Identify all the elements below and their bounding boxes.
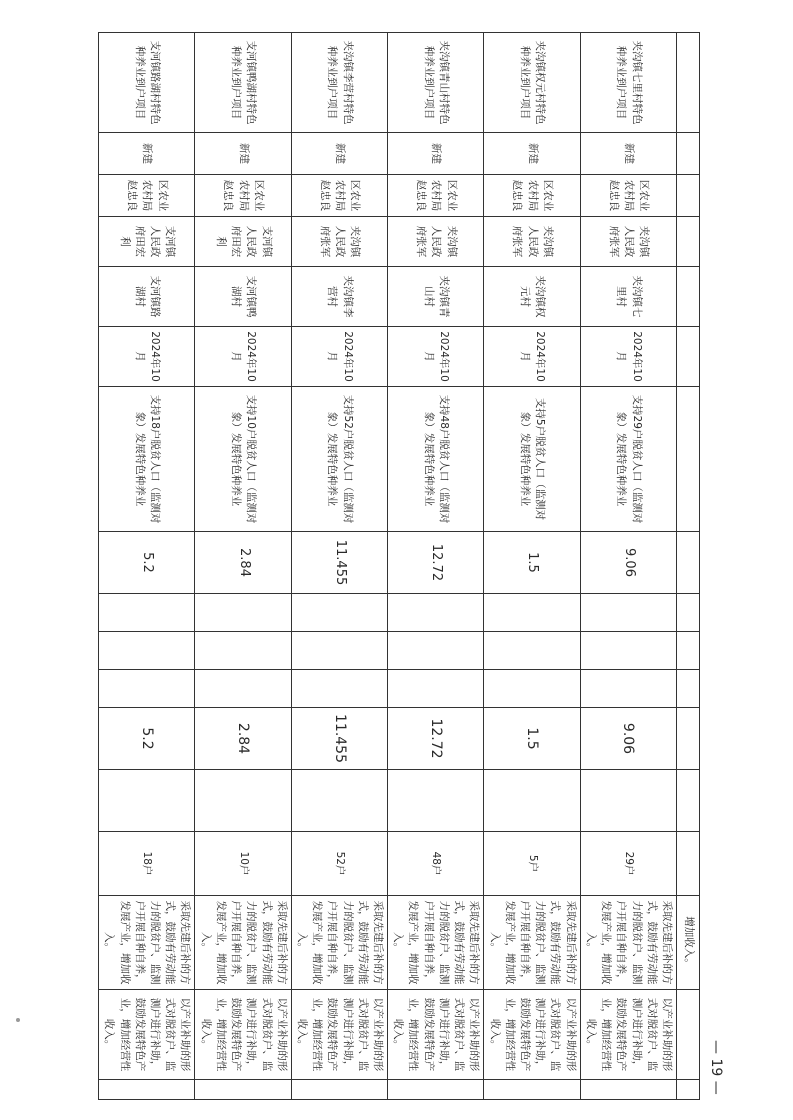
table-cell (677, 327, 700, 387)
performance-goal-cell: 以产业补助的形式对脱贫户、监测户进行补助，鼓励发展特色产业，增加经营性收入。 (99, 990, 195, 1080)
benefit-mechanism-cell: 采取先建后补的方式，鼓励有劳动能力的脱贫户、监测户开展自种自养，发展产业，增加收入。 (580, 896, 676, 990)
empty-cell (484, 594, 580, 632)
responsible-dept-cell: 区农业农村局赵忠良 (99, 175, 195, 217)
beneficiary-count-cell: 18户 (99, 832, 195, 896)
table-cell (677, 217, 700, 267)
total-investment-cell: 5.2 (99, 532, 195, 594)
table-cell (677, 175, 700, 217)
empty-cell (580, 670, 676, 708)
project-name-cell: 夹沟镇七里村特色种养业到户项目 (580, 33, 676, 133)
table-top-row (677, 33, 700, 1100)
empty-cell (99, 770, 195, 832)
construction-content-cell: 支持29户脱贫人口（监测对象）发展特色种养业 (580, 387, 676, 532)
table-cell (677, 1080, 700, 1100)
benefit-mechanism-cell: 采取先建后补的方式，鼓励有劳动能力的脱贫户、监测户开展自种自养，发展产业，增加收入。 (388, 896, 484, 990)
fund-amount-cell: 2.84 (195, 708, 291, 770)
project-name-cell: 支河镇鸭湖村特色种养业到户项目 (195, 33, 291, 133)
completion-time-cell: 2024年10月 (195, 327, 291, 387)
empty-cell (388, 670, 484, 708)
benefit-mechanism-cell: 采取先建后补的方式，鼓励有劳动能力的脱贫户、监测户开展自种自养，发展产业，增加收入。 (291, 896, 387, 990)
project-name-cell: 支河镇路湖村特色种养业到户项目 (99, 33, 195, 133)
empty-cell (195, 594, 291, 632)
table-row (580, 33, 676, 1100)
table-row (484, 33, 580, 1100)
table-row (195, 33, 291, 1100)
empty-cell (291, 670, 387, 708)
implementing-unit-cell: 夹沟镇人民政府张军 (291, 217, 387, 267)
empty-cell (388, 1080, 484, 1100)
location-cell: 支河镇路湖村 (99, 267, 195, 327)
empty-cell (484, 670, 580, 708)
empty-cell (388, 770, 484, 832)
implementing-unit-cell: 夹沟镇人民政府张军 (580, 217, 676, 267)
empty-cell (99, 594, 195, 632)
implementing-unit-cell: 夹沟镇人民政府张军 (388, 217, 484, 267)
table-cell (677, 33, 700, 133)
empty-cell (195, 632, 291, 670)
rotated-table-wrapper (103, 32, 700, 1088)
table-cell (677, 770, 700, 832)
empty-cell (484, 632, 580, 670)
table-row (99, 33, 195, 1100)
page-number-text: — 19 — (708, 1040, 724, 1095)
implementing-unit-cell: 支河镇人民政府田宏利 (99, 217, 195, 267)
table-cell (677, 670, 700, 708)
performance-goal-cell: 以产业补助的形式对脱贫户、监测户进行补助，鼓励发展特色产业，增加经营性收入。 (291, 990, 387, 1080)
empty-cell (388, 632, 484, 670)
location-cell: 支河镇鸭湖村 (195, 267, 291, 327)
empty-cell (195, 770, 291, 832)
benefit-mechanism-cell: 采取先建后补的方式，鼓励有劳动能力的脱贫户、监测户开展自种自养，发展产业，增加收入。 (195, 896, 291, 990)
empty-cell (580, 594, 676, 632)
construction-type-cell: 新建 (291, 133, 387, 175)
empty-cell (195, 1080, 291, 1100)
total-investment-cell: 12.72 (388, 532, 484, 594)
completion-time-cell: 2024年10月 (580, 327, 676, 387)
responsible-dept-cell: 区农业农村局赵忠良 (580, 175, 676, 217)
location-cell: 夹沟镇权元村 (484, 267, 580, 327)
project-name-cell: 夹沟镇权元村特色种养业到户项目 (484, 33, 580, 133)
empty-cell (291, 632, 387, 670)
completion-time-cell: 2024年10月 (484, 327, 580, 387)
total-investment-cell: 1.5 (484, 532, 580, 594)
table-row (291, 33, 387, 1100)
location-cell: 夹沟镇七里村 (580, 267, 676, 327)
project-name-cell: 夹沟镇李营村特色种养业到户项目 (291, 33, 387, 133)
completion-time-cell: 2024年10月 (388, 327, 484, 387)
table-row (388, 33, 484, 1100)
beneficiary-count-cell: 29户 (580, 832, 676, 896)
empty-cell (99, 1080, 195, 1100)
table-cell (677, 267, 700, 327)
empty-cell (580, 770, 676, 832)
empty-cell (291, 594, 387, 632)
empty-cell (580, 632, 676, 670)
construction-type-cell: 新建 (484, 133, 580, 175)
performance-goal-cell: 以产业补助的形式对脱贫户、监测户进行补助，鼓励发展特色产业，增加经营性收入。 (484, 990, 580, 1080)
responsible-dept-cell: 区农业农村局赵忠良 (291, 175, 387, 217)
performance-goal-cell: 以产业补助的形式对脱贫户、监测户进行补助，鼓励发展特色产业，增加经营性收入。 (388, 990, 484, 1080)
construction-type-cell: 新建 (195, 133, 291, 175)
completion-time-cell: 2024年10月 (99, 327, 195, 387)
construction-type-cell: 新建 (580, 133, 676, 175)
table-cell (677, 387, 700, 532)
table-cell (677, 133, 700, 175)
table-cell (677, 708, 700, 770)
construction-content-cell: 支持52户脱贫人口（监测对象）发展特色种养业 (291, 387, 387, 532)
empty-cell (388, 594, 484, 632)
responsible-dept-cell: 区农业农村局赵忠良 (388, 175, 484, 217)
construction-content-cell: 支持10户脱贫人口（监测对象）发展特色种养业 (195, 387, 291, 532)
beneficiary-count-cell: 5户 (484, 832, 580, 896)
empty-cell (484, 1080, 580, 1100)
fund-amount-cell: 11.455 (291, 708, 387, 770)
table-cell (677, 594, 700, 632)
performance-goal-cell: 以产业补助的形式对脱贫户、监测户进行补助，鼓励发展特色产业，增加经营性收入。 (195, 990, 291, 1080)
responsible-dept-cell: 区农业农村局赵忠良 (195, 175, 291, 217)
beneficiary-count-cell: 52户 (291, 832, 387, 896)
scan-speck (16, 1018, 20, 1022)
overflow-text-cell: 增加收入。 (677, 896, 700, 990)
total-investment-cell: 11.455 (291, 532, 387, 594)
responsible-dept-cell: 区农业农村局赵忠良 (484, 175, 580, 217)
table-cell (677, 632, 700, 670)
beneficiary-count-cell: 10户 (195, 832, 291, 896)
table-cell (677, 532, 700, 594)
empty-cell (99, 670, 195, 708)
construction-content-cell: 支持48户脱贫人口（监测对象）发展特色种养业 (388, 387, 484, 532)
benefit-mechanism-cell: 采取先建后补的方式，鼓励有劳动能力的脱贫户、监测户开展自种自养，发展产业，增加收入。 (99, 896, 195, 990)
fund-amount-cell: 12.72 (388, 708, 484, 770)
construction-content-cell: 支持5户脱贫人口（监测对象）发展特色种养业 (484, 387, 580, 532)
empty-cell (291, 770, 387, 832)
location-cell: 夹沟镇青山村 (388, 267, 484, 327)
empty-cell (195, 670, 291, 708)
total-investment-cell: 9.06 (580, 532, 676, 594)
fund-amount-cell: 5.2 (99, 708, 195, 770)
construction-content-cell: 支持18户脱贫人口（监测对象）发展特色种养业 (99, 387, 195, 532)
empty-cell (291, 1080, 387, 1100)
empty-cell (580, 1080, 676, 1100)
page-number (704, 1010, 724, 1100)
location-cell: 夹沟镇李营村 (291, 267, 387, 327)
project-name-cell: 夹沟镇青山村特色种养业到户项目 (388, 33, 484, 133)
total-investment-cell: 2.84 (195, 532, 291, 594)
construction-type-cell: 新建 (388, 133, 484, 175)
empty-cell (484, 770, 580, 832)
construction-type-cell: 新建 (99, 133, 195, 175)
table-cell (677, 990, 700, 1080)
benefit-mechanism-cell: 采取先建后补的方式，鼓励有劳动能力的脱贫户、监测户开展自种自养，发展产业，增加收入。 (484, 896, 580, 990)
fund-amount-cell: 1.5 (484, 708, 580, 770)
implementing-unit-cell: 支河镇人民政府田宏利 (195, 217, 291, 267)
empty-cell (99, 632, 195, 670)
project-table (98, 32, 700, 1100)
fund-amount-cell: 9.06 (580, 708, 676, 770)
implementing-unit-cell: 夹沟镇人民政府张军 (484, 217, 580, 267)
completion-time-cell: 2024年10月 (291, 327, 387, 387)
table-cell (677, 832, 700, 896)
beneficiary-count-cell: 48户 (388, 832, 484, 896)
performance-goal-cell: 以产业补助的形式对脱贫户、监测户进行补助，鼓励发展特色产业，增加经营性收入。 (580, 990, 676, 1080)
